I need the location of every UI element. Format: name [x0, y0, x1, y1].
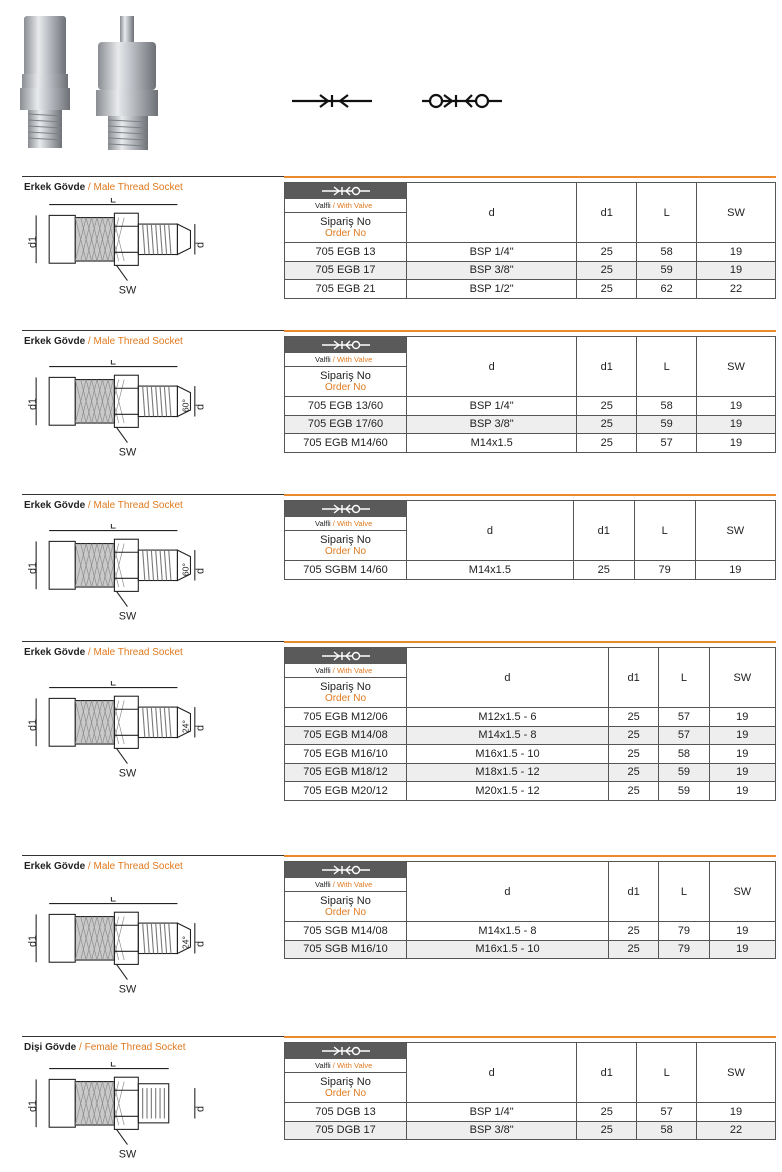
- order-no-cell: 705 EGB M14/08: [285, 726, 407, 745]
- dim-SW-label: SW: [118, 767, 137, 780]
- spec-table: [284, 182, 776, 299]
- order-no-header: [285, 648, 407, 708]
- product-section: [0, 641, 782, 797]
- section-rule-accent: [284, 1036, 776, 1038]
- table-row: [285, 708, 776, 727]
- section-title: [24, 336, 183, 347]
- SW-cell: 19: [709, 763, 775, 782]
- dim-d1-label: d1: [27, 397, 40, 410]
- valve-label-tr: Valfli: [315, 666, 331, 675]
- table-row: [285, 1103, 776, 1122]
- dim-d-label: d: [194, 940, 207, 947]
- column-header-SW: SW: [697, 1043, 776, 1103]
- valve-label-en: With Valve: [336, 666, 373, 675]
- section-title-en: Male Thread Socket: [93, 500, 183, 511]
- dim-d-label: d: [194, 724, 207, 731]
- spec-table: [284, 647, 776, 801]
- order-no-label-tr: Sipariş No: [320, 1076, 371, 1088]
- column-header-d: d: [407, 862, 609, 922]
- SW-cell: 19: [709, 708, 775, 727]
- column-header-d1: d1: [577, 183, 637, 243]
- order-no-label-tr: Sipariş No: [320, 216, 371, 228]
- dim-d-label: d: [194, 403, 207, 410]
- section-rule: [22, 1036, 284, 1037]
- d1-cell: 25: [608, 940, 658, 959]
- d-cell: M14x1.5: [407, 561, 574, 580]
- L-cell: 58: [637, 243, 697, 262]
- valve-label-tr: Valfli: [315, 880, 331, 889]
- valve-symbol-icon: [320, 185, 372, 197]
- spec-table: [284, 500, 776, 580]
- column-header-L: L: [637, 1043, 697, 1103]
- order-no-label-en: Order No: [324, 382, 367, 393]
- spec-table: [284, 861, 776, 959]
- section-rule: [22, 494, 284, 495]
- dim-L-label: L: [110, 524, 117, 532]
- table-row: [285, 397, 776, 416]
- order-no-cell: 705 SGB M14/08: [285, 922, 407, 941]
- table-row: [285, 782, 776, 801]
- d-cell: M16x1.5 - 10: [407, 940, 609, 959]
- section-title-en: Male Thread Socket: [93, 182, 183, 193]
- valve-symbol-icon: [320, 503, 372, 515]
- order-no-label-en: Order No: [324, 907, 367, 918]
- order-no-label-tr: Sipariş No: [320, 895, 371, 907]
- d1-cell: 25: [608, 782, 658, 801]
- d1-cell: 25: [577, 280, 637, 299]
- dim-SW-label: SW: [118, 1148, 137, 1161]
- column-header-SW: SW: [709, 648, 775, 708]
- dim-d1-label: d1: [27, 1099, 40, 1112]
- SW-cell: 22: [697, 1121, 776, 1140]
- L-cell: 57: [659, 726, 709, 745]
- L-cell: 79: [659, 922, 709, 941]
- title-separator: /: [85, 500, 94, 511]
- dim-L-label: L: [110, 1062, 117, 1070]
- column-header-L: L: [634, 501, 695, 561]
- order-no-label-tr: Sipariş No: [320, 681, 371, 693]
- valve-label-en: With Valve: [336, 519, 373, 528]
- order-no-cell: 705 EGB 17/60: [285, 415, 407, 434]
- valve-label-tr: Valfli: [315, 355, 331, 364]
- dim-SW-label: SW: [118, 610, 137, 623]
- section-rule: [22, 330, 284, 331]
- L-cell: 59: [659, 782, 709, 801]
- dim-SW-label: SW: [118, 446, 137, 459]
- section-title-en: Female Thread Socket: [84, 1042, 186, 1053]
- d1-cell: 25: [573, 561, 634, 580]
- L-cell: 58: [637, 1121, 697, 1140]
- dim-d1-label: d1: [27, 235, 40, 248]
- valve-label-sep: /: [330, 666, 337, 675]
- d1-cell: 25: [577, 1103, 637, 1122]
- table-header-row: [285, 648, 776, 708]
- d1-cell: 25: [608, 708, 658, 727]
- L-cell: 62: [637, 280, 697, 299]
- SW-cell: 19: [697, 397, 776, 416]
- valve-symbol-bar: [285, 183, 406, 199]
- coupling-symbols: [290, 86, 520, 116]
- order-no-header: [285, 1043, 407, 1103]
- table-row: [285, 434, 776, 453]
- order-no-cell: 705 EGB 21: [285, 280, 407, 299]
- section-title-en: Male Thread Socket: [93, 647, 183, 658]
- section-title-tr: Erkek Gövde: [24, 182, 86, 193]
- SW-cell: 22: [697, 280, 776, 299]
- technical-drawing: [22, 198, 222, 308]
- column-header-L: L: [659, 648, 709, 708]
- SW-cell: 19: [697, 415, 776, 434]
- valve-symbol-icon: [320, 650, 372, 662]
- SW-cell: 19: [697, 243, 776, 262]
- dim-d-label: d: [194, 1105, 207, 1112]
- d1-cell: 25: [608, 763, 658, 782]
- disconnected-with-valve-symbol: [422, 95, 502, 107]
- SW-cell: 19: [709, 726, 775, 745]
- section-title-en: Male Thread Socket: [93, 861, 183, 872]
- L-cell: 79: [634, 561, 695, 580]
- d-cell: BSP 3/8": [407, 261, 577, 280]
- title-separator: /: [76, 1042, 85, 1053]
- title-separator: /: [85, 861, 94, 872]
- d-cell: M12x1.5 - 6: [407, 708, 609, 727]
- valve-symbol-bar: [285, 862, 406, 878]
- table-header-row: [285, 862, 776, 922]
- order-no-cell: 705 SGBM 14/60: [285, 561, 407, 580]
- table-header-row: [285, 183, 776, 243]
- valve-label: [285, 199, 406, 213]
- valve-label: [285, 664, 406, 678]
- order-no-header: [285, 337, 407, 397]
- section-title-tr: Dişi Gövde: [24, 1042, 77, 1053]
- technical-drawing: [22, 360, 222, 470]
- order-no-label-tr: Sipariş No: [320, 370, 371, 382]
- section-rule-accent: [284, 176, 776, 178]
- d-cell: BSP 3/8": [407, 1121, 577, 1140]
- valve-label-en: With Valve: [336, 1061, 373, 1070]
- d1-cell: 25: [577, 243, 637, 262]
- section-title-en: Male Thread Socket: [93, 336, 183, 347]
- order-no-header: [285, 501, 407, 561]
- table-row: [285, 415, 776, 434]
- section-rule: [22, 855, 284, 856]
- SW-cell: 19: [709, 940, 775, 959]
- valve-label-tr: Valfli: [315, 519, 331, 528]
- SW-cell: 19: [695, 561, 775, 580]
- d-cell: BSP 1/4": [407, 397, 577, 416]
- d1-cell: 25: [577, 434, 637, 453]
- section-title: [24, 182, 183, 193]
- valve-label-sep: /: [330, 201, 337, 210]
- order-no-cell: 705 EGB M16/10: [285, 745, 407, 764]
- table-row: [285, 922, 776, 941]
- dim-angle-label: 60°: [180, 563, 191, 577]
- order-no-label-en: Order No: [324, 546, 367, 557]
- order-no-header: [285, 862, 407, 922]
- order-no-label-tr: Sipariş No: [320, 534, 371, 546]
- dim-d1-label: d1: [27, 561, 40, 574]
- column-header-d1: d1: [573, 501, 634, 561]
- section-title-tr: Erkek Gövde: [24, 647, 86, 658]
- column-header-L: L: [637, 183, 697, 243]
- valve-symbol-icon: [320, 864, 372, 876]
- valve-label-en: With Valve: [336, 880, 373, 889]
- dim-angle-label: 24°: [180, 936, 191, 950]
- valve-symbol-bar: [285, 1043, 406, 1059]
- dim-L-label: L: [110, 360, 117, 368]
- valve-symbol-icon: [320, 1045, 372, 1057]
- dim-d-label: d: [194, 241, 207, 248]
- order-no-label-en: Order No: [324, 693, 367, 704]
- column-header-d1: d1: [577, 1043, 637, 1103]
- section-rule: [22, 641, 284, 642]
- table-row: [285, 1121, 776, 1140]
- valve-label-sep: /: [330, 519, 337, 528]
- column-header-d1: d1: [608, 862, 658, 922]
- section-rule-accent: [284, 330, 776, 332]
- technical-drawing: [22, 1062, 222, 1172]
- section-rule-accent: [284, 494, 776, 496]
- table-row: [285, 261, 776, 280]
- valve-label-tr: Valfli: [315, 1061, 331, 1070]
- product-section: [0, 1036, 782, 1172]
- order-no-cell: 705 EGB 17: [285, 261, 407, 280]
- valve-symbol-icon: [320, 339, 372, 351]
- section-title-tr: Erkek Gövde: [24, 336, 86, 347]
- order-no-cell: 705 EGB M12/06: [285, 708, 407, 727]
- section-rule: [22, 176, 284, 177]
- table-row: [285, 243, 776, 262]
- product-section: [0, 855, 782, 995]
- section-title-tr: Erkek Gövde: [24, 861, 86, 872]
- d1-cell: 25: [577, 397, 637, 416]
- dim-SW-label: SW: [118, 284, 137, 297]
- technical-drawing: [22, 524, 222, 634]
- order-no-cell: 705 DGB 13: [285, 1103, 407, 1122]
- table-row: [285, 940, 776, 959]
- section-title: [24, 647, 183, 658]
- column-header-SW: SW: [695, 501, 775, 561]
- d-cell: M14x1.5 - 8: [407, 922, 609, 941]
- title-separator: /: [85, 182, 94, 193]
- d1-cell: 25: [608, 745, 658, 764]
- column-header-SW: SW: [697, 183, 776, 243]
- d-cell: BSP 1/4": [407, 1103, 577, 1122]
- column-header-d: d: [407, 648, 609, 708]
- order-no-cell: 705 EGB M14/60: [285, 434, 407, 453]
- table-header-row: [285, 1043, 776, 1103]
- column-header-d: d: [407, 337, 577, 397]
- product-section: [0, 494, 782, 634]
- column-header-d: d: [407, 501, 574, 561]
- column-header-L: L: [637, 337, 697, 397]
- order-no-label-en: Order No: [324, 228, 367, 239]
- section-title: [24, 500, 183, 511]
- table-row: [285, 763, 776, 782]
- dim-SW-label: SW: [118, 983, 137, 996]
- d-cell: M14x1.5 - 8: [407, 726, 609, 745]
- table-row: [285, 726, 776, 745]
- valve-label: [285, 517, 406, 531]
- L-cell: 57: [637, 1103, 697, 1122]
- column-header-d: d: [407, 183, 577, 243]
- SW-cell: 19: [709, 922, 775, 941]
- product-section: [0, 176, 782, 316]
- dim-angle-label: 60°: [180, 399, 191, 413]
- spec-table: [284, 336, 776, 453]
- order-no-cell: 705 EGB 13: [285, 243, 407, 262]
- d1-cell: 25: [608, 726, 658, 745]
- valve-symbol-bar: [285, 648, 406, 664]
- valve-label-tr: Valfli: [315, 201, 331, 210]
- valve-label-sep: /: [330, 880, 337, 889]
- valve-symbol-bar: [285, 501, 406, 517]
- product-photo: [12, 10, 172, 158]
- dim-angle-label: 24°: [180, 720, 191, 734]
- technical-drawing: [22, 681, 222, 791]
- d1-cell: 25: [577, 1121, 637, 1140]
- column-header-d: d: [407, 1043, 577, 1103]
- dim-d-label: d: [194, 567, 207, 574]
- table-row: [285, 745, 776, 764]
- L-cell: 58: [637, 397, 697, 416]
- valve-label: [285, 878, 406, 892]
- title-separator: /: [85, 647, 94, 658]
- technical-drawing: [22, 897, 222, 1007]
- d-cell: BSP 1/4": [407, 243, 577, 262]
- order-no-cell: 705 EGB M20/12: [285, 782, 407, 801]
- L-cell: 79: [659, 940, 709, 959]
- SW-cell: 19: [709, 782, 775, 801]
- order-no-cell: 705 DGB 17: [285, 1121, 407, 1140]
- valve-label-sep: /: [330, 1061, 337, 1070]
- order-no-header: [285, 183, 407, 243]
- valve-label-en: With Valve: [336, 201, 373, 210]
- dim-d1-label: d1: [27, 934, 40, 947]
- column-header-SW: SW: [697, 337, 776, 397]
- SW-cell: 19: [697, 261, 776, 280]
- section-rule-accent: [284, 855, 776, 857]
- L-cell: 59: [637, 261, 697, 280]
- L-cell: 59: [637, 415, 697, 434]
- SW-cell: 19: [709, 745, 775, 764]
- dim-L-label: L: [110, 897, 117, 905]
- valve-label: [285, 353, 406, 367]
- column-header-SW: SW: [709, 862, 775, 922]
- SW-cell: 19: [697, 434, 776, 453]
- section-title-tr: Erkek Gövde: [24, 500, 86, 511]
- order-no-cell: 705 EGB 13/60: [285, 397, 407, 416]
- dim-L-label: L: [110, 198, 117, 206]
- order-no-label-en: Order No: [324, 1088, 367, 1099]
- d1-cell: 25: [577, 415, 637, 434]
- d1-cell: 25: [608, 922, 658, 941]
- d-cell: BSP 3/8": [407, 415, 577, 434]
- table-row: [285, 280, 776, 299]
- spec-table: [284, 1042, 776, 1140]
- d-cell: BSP 1/2": [407, 280, 577, 299]
- d-cell: M20x1.5 - 12: [407, 782, 609, 801]
- dim-d1-label: d1: [27, 718, 40, 731]
- section-rule-accent: [284, 641, 776, 643]
- L-cell: 59: [659, 763, 709, 782]
- d-cell: M16x1.5 - 10: [407, 745, 609, 764]
- section-title: [24, 1042, 186, 1053]
- section-title: [24, 861, 183, 872]
- L-cell: 57: [637, 434, 697, 453]
- valve-label-sep: /: [330, 355, 337, 364]
- table-header-row: [285, 337, 776, 397]
- title-separator: /: [85, 336, 94, 347]
- d1-cell: 25: [577, 261, 637, 280]
- disconnected-no-valve-symbol: [292, 95, 372, 107]
- order-no-cell: 705 SGB M16/10: [285, 940, 407, 959]
- table-row: [285, 561, 776, 580]
- dim-L-label: L: [110, 681, 117, 689]
- product-section: [0, 330, 782, 470]
- L-cell: 58: [659, 745, 709, 764]
- valve-label: [285, 1059, 406, 1073]
- SW-cell: 19: [697, 1103, 776, 1122]
- L-cell: 57: [659, 708, 709, 727]
- order-no-cell: 705 EGB M18/12: [285, 763, 407, 782]
- column-header-d1: d1: [608, 648, 658, 708]
- column-header-L: L: [659, 862, 709, 922]
- valve-label-en: With Valve: [336, 355, 373, 364]
- d-cell: M18x1.5 - 12: [407, 763, 609, 782]
- d-cell: M14x1.5: [407, 434, 577, 453]
- valve-symbol-bar: [285, 337, 406, 353]
- column-header-d1: d1: [577, 337, 637, 397]
- table-header-row: [285, 501, 776, 561]
